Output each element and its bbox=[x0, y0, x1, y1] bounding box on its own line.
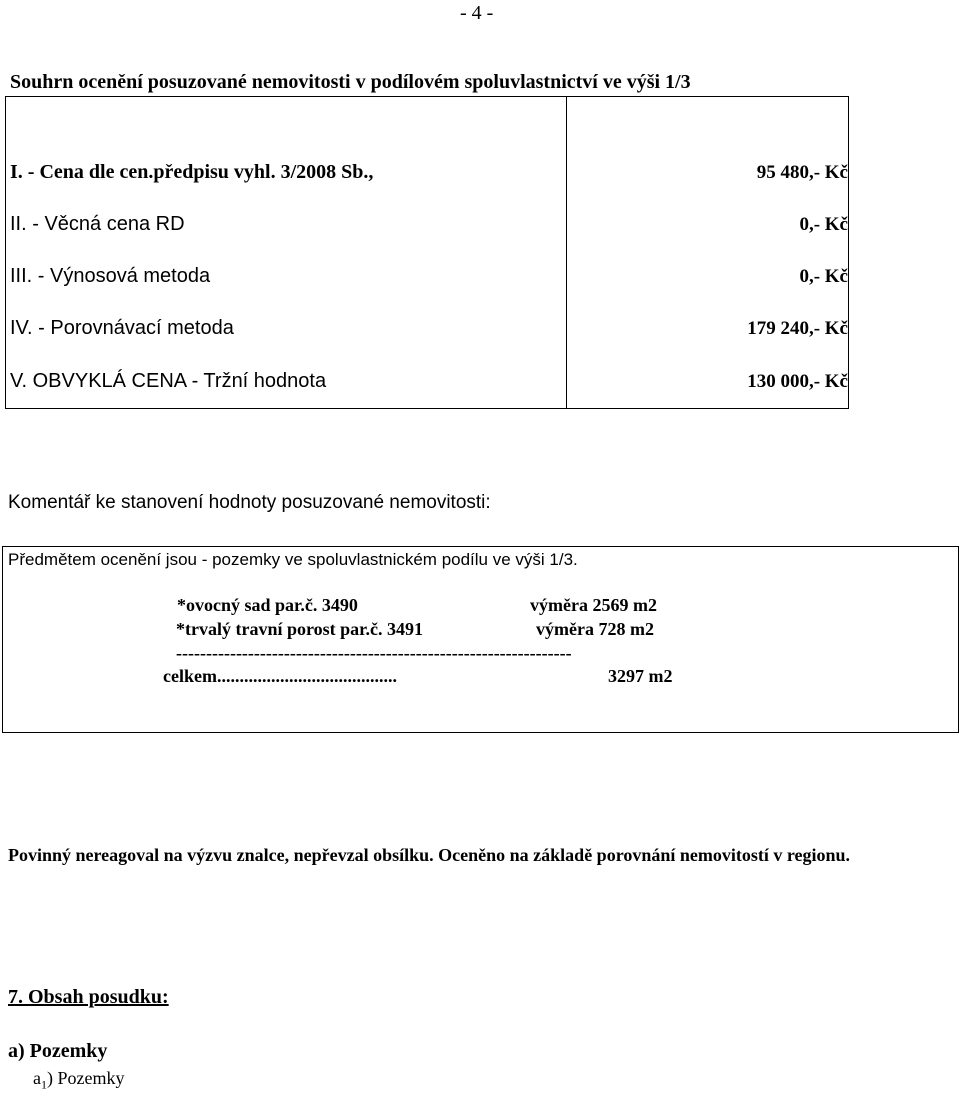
note-text: Povinný nereagoval na výzvu znalce, nepřevzal obsílku. Oceněno na základě porovnání nemovitostí v regionu. bbox=[8, 845, 851, 865]
parcel-area: výměra 2569 m2 bbox=[530, 595, 657, 615]
summary-row-value: 95 480,- Kč bbox=[756, 162, 848, 183]
separator-line: ------------------------------------------------------------------ bbox=[176, 643, 572, 663]
summary-row-value: 0,- Kč bbox=[799, 266, 848, 287]
summary-row-label: IV. - Porovnávací metoda bbox=[10, 317, 234, 339]
summary-row-value: 130 000,- Kč bbox=[747, 371, 848, 392]
subsub-index: 1 bbox=[41, 1077, 47, 1092]
summary-row-label: II. - Věcná cena RD bbox=[10, 213, 185, 235]
comment-heading: Komentář ke stanovení hodnoty posuzované nemovitosti: bbox=[8, 492, 491, 513]
subsection-heading: a) Pozemky bbox=[8, 1040, 108, 1062]
total-value: 3297 m2 bbox=[608, 666, 673, 686]
summary-row-value: 179 240,- Kč bbox=[747, 318, 848, 339]
parcel-name: *ovocný sad par.č. 3490 bbox=[177, 595, 358, 615]
comment-intro: Předmětem ocenění jsou - pozemky ve spoluvlastnickém podílu ve výši 1/3. bbox=[8, 550, 578, 569]
subsub-prefix: a bbox=[33, 1068, 41, 1088]
summary-column-divider bbox=[566, 96, 567, 409]
summary-row-label: III. - Výnosová metoda bbox=[10, 265, 211, 287]
summary-table bbox=[5, 96, 849, 409]
summary-row-label: V. OBVYKLÁ CENA - Tržní hodnota bbox=[10, 370, 327, 392]
subsubsection-heading bbox=[33, 1068, 124, 1093]
comment-box bbox=[2, 546, 959, 733]
summary-title: Souhrn ocenění posuzované nemovitosti v podílovém spoluvlastnictví ve výši 1/3 bbox=[10, 71, 691, 93]
total-label: celkem........................................ bbox=[163, 666, 397, 686]
summary-row-value: 0,- Kč bbox=[799, 214, 848, 235]
page-number: - 4 - bbox=[460, 2, 494, 24]
parcel-area: výměra 728 m2 bbox=[536, 619, 654, 639]
section-heading: 7. Obsah posudku: bbox=[8, 986, 169, 1008]
subsub-text: ) Pozemky bbox=[47, 1068, 125, 1088]
summary-row-label: I. - Cena dle cen.předpisu vyhl. 3/2008 Sb., bbox=[10, 161, 374, 183]
parcel-name: *trvalý travní porost par.č. 3491 bbox=[176, 619, 423, 639]
